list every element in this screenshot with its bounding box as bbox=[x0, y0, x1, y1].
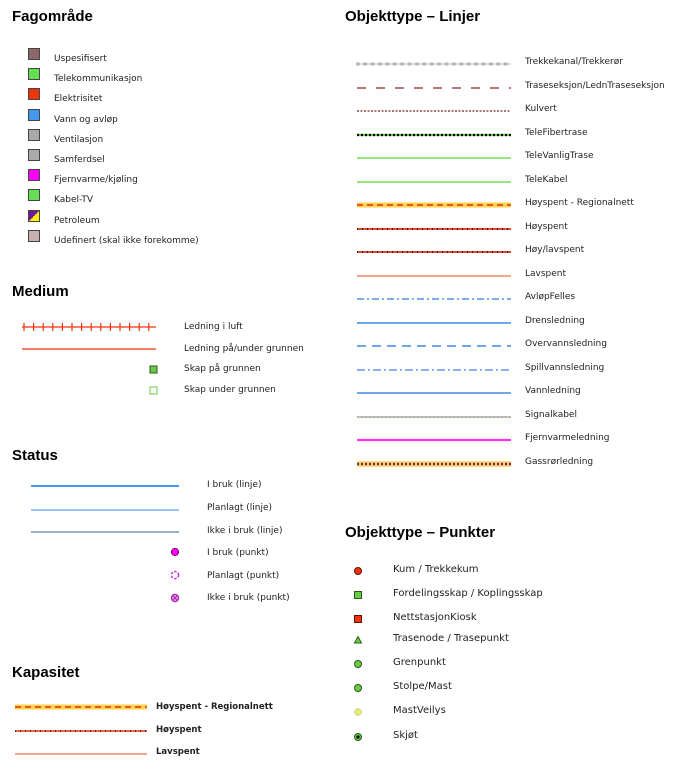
fagomrade-label-9: Udefinert (skal ikke forekomme) bbox=[54, 235, 199, 246]
kapasitet-title: Kapasitet bbox=[12, 664, 80, 681]
green-circle-icon bbox=[352, 682, 364, 694]
linjer-label-14: Vannledning bbox=[525, 386, 581, 396]
filled-square-icon bbox=[149, 365, 159, 375]
fagomrade-swatch-6 bbox=[28, 169, 40, 181]
filled-circle-icon bbox=[169, 546, 181, 558]
medium-label-1: Ledning på/under grunnen bbox=[184, 344, 304, 354]
linjer-label-8: Høy/lavspent bbox=[525, 245, 585, 255]
hoyspent-line-icon bbox=[14, 728, 148, 734]
fagomrade-swatch-7 bbox=[28, 189, 40, 201]
line-icon bbox=[30, 483, 180, 489]
linjer-gas-line-icon bbox=[356, 459, 513, 469]
hollow-square-icon bbox=[149, 386, 159, 396]
linjer-lavspent-line-icon bbox=[356, 271, 513, 281]
linjer-label-4: TeleVanligTrase bbox=[525, 151, 594, 161]
linjer-hoyspent-line-icon bbox=[356, 224, 513, 234]
punkter-label-1: Fordelingsskap / Koplingsskap bbox=[393, 588, 543, 599]
fagomrade-label-5: Samferdsel bbox=[54, 155, 105, 165]
fagomrade-swatch-5 bbox=[28, 149, 40, 161]
linjer-signal-line-icon bbox=[356, 412, 513, 422]
green-triangle-icon bbox=[352, 634, 364, 646]
linjer-label-5: TeleKabel bbox=[525, 174, 568, 185]
medium-label-0: Ledning i luft bbox=[184, 322, 243, 332]
fagomrade-swatch-4 bbox=[28, 129, 40, 141]
fagomrade-swatch-2 bbox=[28, 88, 40, 100]
linjer-dotted-gray-line-icon bbox=[356, 59, 513, 69]
green-circle-icon bbox=[352, 658, 364, 670]
crossed-circle-icon bbox=[169, 592, 181, 604]
linjer-label-10: AvløpFelles bbox=[525, 292, 576, 302]
linjer-label-9: Lavspent bbox=[525, 268, 567, 279]
linjer-label-1: Traseseksjon/LednTraseseksjon bbox=[525, 80, 665, 91]
kapasitet-label-1: Høyspent bbox=[156, 725, 202, 735]
fagomrade-swatch-9 bbox=[28, 230, 40, 242]
punkter-label-3: Trasenode / Trasepunkt bbox=[393, 633, 509, 644]
fagomrade-label-2: Elektrisitet bbox=[54, 94, 103, 105]
linjer-label-7: Høyspent bbox=[525, 221, 568, 232]
linjer-label-3: TeleFibertrase bbox=[525, 127, 588, 138]
status-label-4: Planlagt (punkt) bbox=[207, 571, 280, 581]
linjer-label-15: Signalkabel bbox=[525, 409, 577, 420]
linjer-label-12: Overvannsledning bbox=[525, 339, 607, 349]
fagomrade-label-1: Telekommunikasjon bbox=[54, 74, 143, 85]
linjer-title: Objekttype – Linjer bbox=[345, 8, 481, 25]
linjer-solid-magenta-line-icon bbox=[356, 435, 513, 445]
fagomrade-swatch-3 bbox=[28, 109, 40, 121]
punkter-label-5: Stolpe/Mast bbox=[393, 681, 452, 692]
fagomrade-label-3: Vann og avløp bbox=[54, 114, 118, 125]
medium-label-2: Skap på grunnen bbox=[184, 364, 261, 374]
regionalnett-line-icon bbox=[14, 703, 148, 711]
linjer-regional-line-icon bbox=[356, 200, 513, 210]
green-square-icon bbox=[352, 589, 364, 601]
dashed-circle-icon bbox=[169, 569, 181, 581]
linjer-fiber-line-icon bbox=[356, 130, 513, 140]
linjer-solid-blue-line-icon bbox=[356, 388, 513, 398]
line-ticks-icon bbox=[20, 320, 160, 334]
status-label-0: I bruk (linje) bbox=[207, 480, 262, 490]
fagomrade-label-0: Uspesifisert bbox=[54, 54, 107, 64]
yellow-circle-icon bbox=[352, 706, 364, 718]
linjer-label-6: Høyspent - Regionalnett bbox=[525, 198, 634, 208]
punkter-label-4: Grenpunkt bbox=[393, 657, 446, 668]
linjer-label-11: Drensledning bbox=[525, 315, 585, 326]
linjer-dashdot-blue-line-icon bbox=[356, 294, 513, 304]
status-label-3: I bruk (punkt) bbox=[207, 548, 269, 558]
medium-title: Medium bbox=[12, 283, 69, 300]
linjer-label-16: Fjernvarmeledning bbox=[525, 433, 610, 443]
linjer-label-17: Gassrørledning bbox=[525, 456, 594, 467]
linjer-dotted-brown-line-icon bbox=[356, 106, 513, 116]
bullseye-icon bbox=[352, 731, 364, 743]
fagomrade-title: Fagområde bbox=[12, 8, 93, 25]
punkter-label-2: NettstasjonKiosk bbox=[393, 612, 477, 623]
linjer-dash-blue-line-icon bbox=[356, 341, 513, 351]
kapasitet-label-0: Høyspent - Regionalnett bbox=[156, 702, 273, 712]
punkter-title: Objekttype – Punkter bbox=[345, 524, 496, 541]
fagomrade-swatch-1 bbox=[28, 68, 40, 80]
linjer-label-13: Spillvannsledning bbox=[525, 362, 605, 373]
punkter-label-7: Skjøt bbox=[393, 730, 418, 741]
fagomrade-swatch-8 bbox=[28, 210, 40, 222]
fagomrade-label-7: Kabel-TV bbox=[54, 195, 94, 206]
linjer-label-0: Trekkekanal/Trekkerør bbox=[525, 57, 623, 67]
red-square-icon bbox=[352, 613, 364, 625]
lavspent-line-icon bbox=[14, 751, 148, 757]
fagomrade-label-8: Petroleum bbox=[54, 215, 100, 226]
line-icon bbox=[20, 345, 160, 353]
status-label-5: Ikke i bruk (punkt) bbox=[207, 593, 290, 603]
linjer-dash-brown-line-icon bbox=[356, 83, 513, 93]
status-label-1: Planlagt (linje) bbox=[207, 503, 273, 513]
linjer-solid-blue-line-icon bbox=[356, 318, 513, 328]
line-icon bbox=[30, 529, 180, 535]
status-label-2: Ikke i bruk (linje) bbox=[207, 526, 283, 536]
line-icon bbox=[30, 507, 180, 513]
red-circle-icon bbox=[352, 565, 364, 577]
linjer-solid-green-line-icon bbox=[356, 153, 513, 163]
medium-label-3: Skap under grunnen bbox=[184, 385, 276, 395]
punkter-label-6: MastVeilys bbox=[393, 705, 446, 716]
linjer-dashdot-blue2-line-icon bbox=[356, 365, 513, 375]
linjer-solid-green-line-icon bbox=[356, 177, 513, 187]
fagomrade-label-6: Fjernvarme/kjøling bbox=[54, 175, 138, 186]
linjer-hoylav-line-icon bbox=[356, 247, 513, 257]
kapasitet-label-2: Lavspent bbox=[156, 747, 200, 757]
linjer-label-2: Kulvert bbox=[525, 104, 557, 114]
fagomrade-swatch-0 bbox=[28, 48, 40, 60]
punkter-label-0: Kum / Trekkekum bbox=[393, 564, 479, 575]
fagomrade-label-4: Ventilasjon bbox=[54, 134, 104, 145]
status-title: Status bbox=[12, 447, 58, 464]
